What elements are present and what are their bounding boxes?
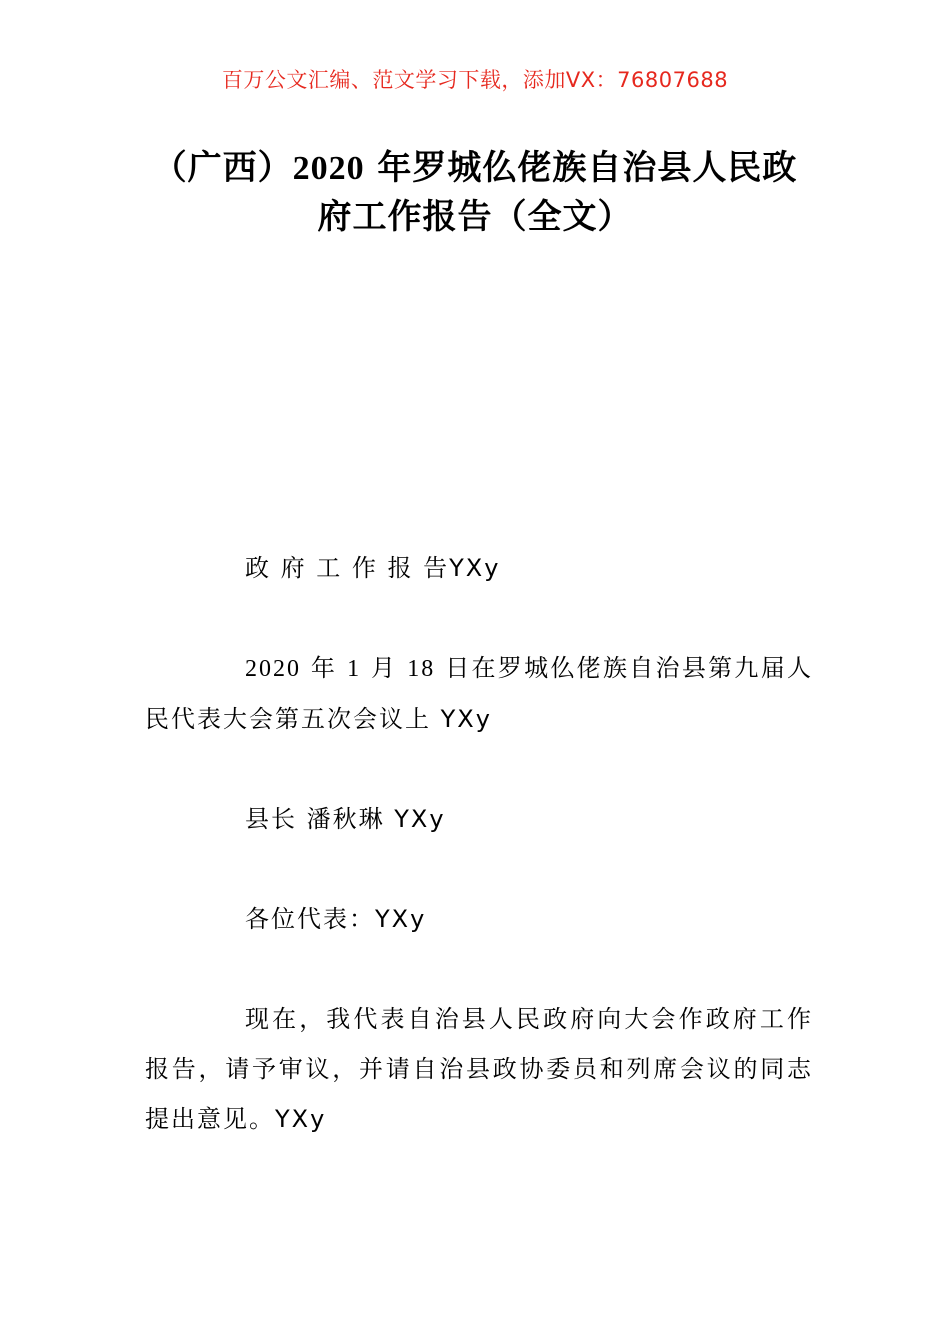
body-paragraph	[145, 894, 813, 944]
document-body	[145, 543, 813, 1144]
text-run: 现在，我代表自治县人民政府向大会作政府工作报告，请予审议，并请自治县政协委员和列席会议的同志提出意见。YXy	[145, 1005, 813, 1133]
body-paragraph	[145, 994, 813, 1144]
numeric-run: 1	[347, 656, 362, 682]
numeric-run: 2020	[245, 656, 301, 682]
numeric-run: 2020	[292, 150, 365, 187]
text-run: 年罗城仫佬族自治县人民政府工作报告（全文）	[317, 148, 798, 237]
body-paragraph	[145, 643, 813, 744]
header-promo-notice: 百万公文汇编、范文学习下载，添加VX：76807688	[221, 68, 729, 92]
numeric-run: 18	[407, 656, 436, 682]
body-paragraph	[145, 543, 813, 593]
text-run: （广西）	[152, 148, 293, 188]
body-paragraph	[145, 794, 813, 844]
document-title	[140, 144, 810, 241]
text-run: 各位代表：YXy	[245, 905, 427, 933]
text-run: 县长 潘秋琳 YXy	[245, 805, 446, 833]
text-run: 年	[301, 654, 348, 682]
text-run: 政 府 工 作 报 告YXy	[245, 554, 501, 582]
text-run: 日在罗城仫佬族自治县第九届人民代表大会第五次会议上 YXy	[145, 654, 813, 733]
text-run: 月	[361, 654, 408, 682]
